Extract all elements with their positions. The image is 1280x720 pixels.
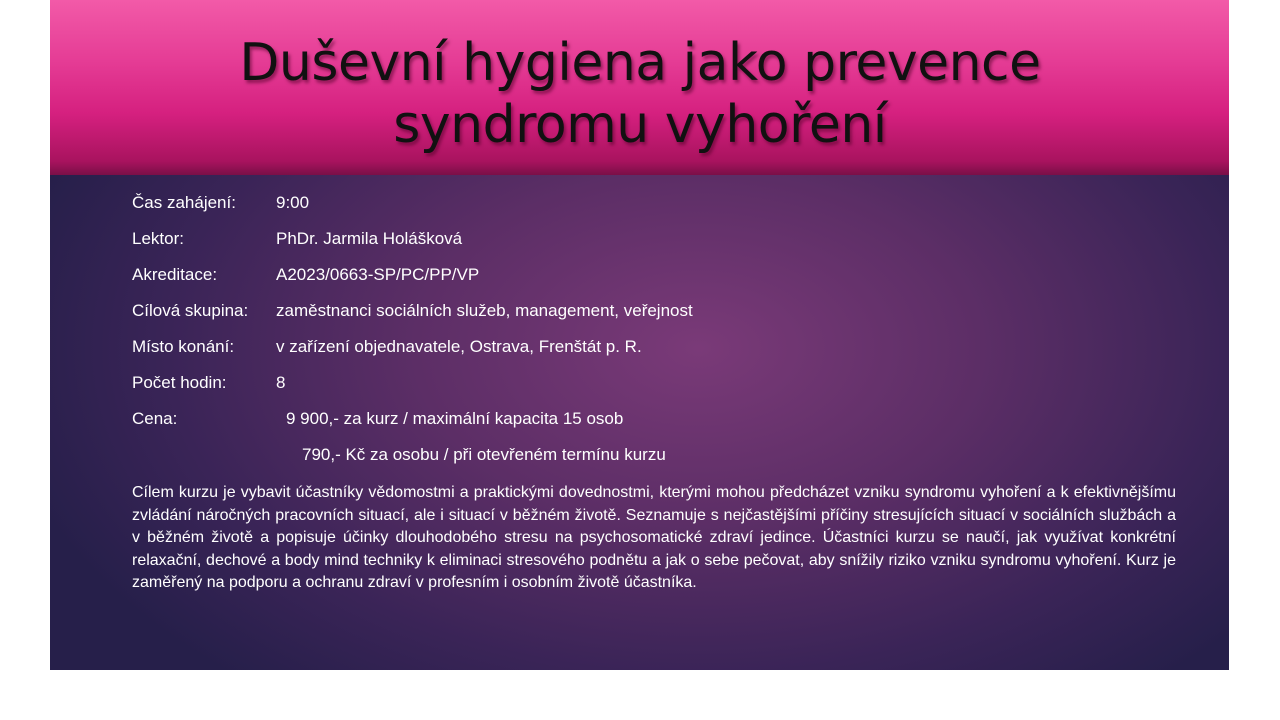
- price-course: 9 900,- za kurz / maximální kapacita 15 osob: [286, 409, 624, 428]
- detail-value: v zařízení objednavatele, Ostrava, Frenštát p. R.: [276, 337, 642, 356]
- detail-value: 9:00: [276, 193, 310, 212]
- detail-row-target-group: [132, 301, 1192, 337]
- price-person: 790,- Kč za osobu / při otevřeném termínu kurzu: [302, 445, 666, 464]
- detail-label: Lektor:: [132, 229, 184, 248]
- detail-label: Cílová skupina:: [132, 301, 249, 320]
- detail-label: Akreditace:: [132, 265, 218, 284]
- detail-label: Čas zahájení:: [132, 193, 236, 212]
- detail-label: Cena:: [132, 409, 178, 428]
- detail-row-lecturer: [132, 229, 1192, 265]
- detail-label: Místo konání:: [132, 337, 235, 356]
- detail-row-venue: [132, 337, 1192, 373]
- slide-title: Duševní hygiena jako prevence syndromu vyhoření: [239, 33, 1041, 155]
- detail-value: 8: [276, 373, 286, 392]
- detail-row-hours: [132, 373, 1192, 409]
- course-description: Cílem kurzu je vybavit účastníky vědomostmi a praktickými dovednostmi, kterými mohou předcházet vzniku syndromu vyhoření a k efektivnějšímu zvládání náročných pracovních situací, ale i situací v běžném životě. Seznamuje s nejčastějšími příčiny stresujících situací v sociálních službách a v běžném životě a popisuje účinky dlouhodobého stresu na psychosomatické zdraví jedince. Účastníci kurzu se naučí, jak využívat konkrétní relaxační, dechové a body mind techniky k eliminaci stresového podnětu a jak o sebe pečovat, aby snížily riziko vzniku syndromu vyhoření. Kurz je zaměřený na podporu a ochranu zdraví v profesním i osobním životě účastníka.: [132, 484, 1176, 591]
- detail-value: A2023/0663-SP/PC/PP/VP: [276, 265, 480, 284]
- detail-label: Počet hodin:: [132, 373, 227, 392]
- course-details: [132, 193, 1192, 481]
- slide: [50, 0, 1229, 670]
- detail-row-accreditation: [132, 265, 1192, 301]
- detail-value: zaměstnanci sociálních služeb, management, veřejnost: [276, 301, 693, 320]
- detail-row-price: [132, 409, 1192, 445]
- detail-row-price-person: [132, 445, 1192, 481]
- detail-row-start: [132, 193, 1192, 229]
- detail-value: PhDr. Jarmila Holášková: [276, 229, 463, 248]
